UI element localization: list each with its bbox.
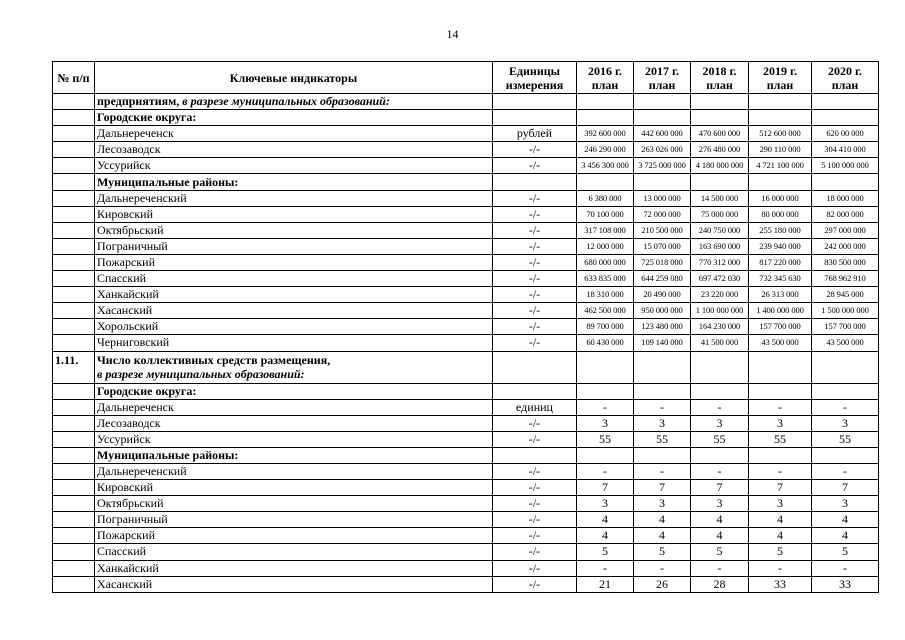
- row-value: -: [634, 560, 691, 576]
- row-unit: -/-: [493, 271, 577, 287]
- row-name: Пограничный: [95, 512, 493, 528]
- row-value: 28: [691, 576, 749, 592]
- row-value: -: [812, 560, 879, 576]
- row-value: 3: [634, 415, 691, 431]
- row-unit: -/-: [493, 238, 577, 254]
- row-value: -: [577, 399, 634, 415]
- table-row: [53, 222, 879, 238]
- row-name: Кировский: [95, 206, 493, 222]
- table-row: [53, 512, 879, 528]
- row-name: Кировский: [95, 480, 493, 496]
- section2-district-heading: [53, 447, 879, 463]
- row-value: 5: [812, 544, 879, 560]
- row-value: 4: [812, 528, 879, 544]
- row-name: Дальнереченск: [95, 126, 493, 142]
- row-value: 109 140 000: [634, 335, 691, 351]
- row-unit: -/-: [493, 528, 577, 544]
- row-name: Спасский: [95, 544, 493, 560]
- row-value: 3: [577, 415, 634, 431]
- header-indicator: Ключевые индикаторы: [95, 62, 493, 94]
- row-value: 697 472 030: [691, 271, 749, 287]
- header-num: № п/п: [53, 62, 95, 94]
- row-value: 4: [812, 512, 879, 528]
- row-name: Дальнереченский: [95, 463, 493, 479]
- row-value: 43 500 000: [812, 335, 879, 351]
- row-value: 3: [812, 496, 879, 512]
- row-unit: -/-: [493, 142, 577, 158]
- row-value: 13 000 000: [634, 190, 691, 206]
- table-row: [53, 399, 879, 415]
- row-value: 82 000 000: [812, 206, 879, 222]
- row-value: 255 180 000: [749, 222, 812, 238]
- row-value: 157 700 000: [749, 319, 812, 335]
- section2-number: 1.11.: [53, 351, 95, 383]
- row-value: 55: [634, 431, 691, 447]
- row-value: 6 380 000: [577, 190, 634, 206]
- row-value: 770 312 000: [691, 254, 749, 270]
- table-row: [53, 528, 879, 544]
- row-value: 12 000 000: [577, 238, 634, 254]
- row-name: Пограничный: [95, 238, 493, 254]
- row-value: 55: [691, 431, 749, 447]
- row-value: 7: [634, 480, 691, 496]
- row-value: 70 100 000: [577, 206, 634, 222]
- row-value: 242 000 000: [812, 238, 879, 254]
- row-value: 163 690 000: [691, 238, 749, 254]
- table-row: [53, 303, 879, 319]
- row-unit: рублей: [493, 126, 577, 142]
- row-name: Дальнереченский: [95, 190, 493, 206]
- row-value: 3 725 000 000: [634, 158, 691, 174]
- table-row: [53, 463, 879, 479]
- section2-title-row: [53, 351, 879, 383]
- row-unit: -/-: [493, 254, 577, 270]
- row-name: Дальнереченск: [95, 399, 493, 415]
- row-value: 442 600 000: [634, 126, 691, 142]
- row-value: 14 500 000: [691, 190, 749, 206]
- row-value: 123 480 000: [634, 319, 691, 335]
- section1-district-heading: [53, 174, 879, 190]
- row-value: 3: [749, 415, 812, 431]
- row-value: 164 230 000: [691, 319, 749, 335]
- row-value: 830 500 000: [812, 254, 879, 270]
- row-name: Лесозаводск: [95, 415, 493, 431]
- row-unit: -/-: [493, 512, 577, 528]
- row-value: 950 000 000: [634, 303, 691, 319]
- row-value: -: [812, 399, 879, 415]
- row-value: 15 070 000: [634, 238, 691, 254]
- row-value: 680 000 000: [577, 254, 634, 270]
- row-unit: -/-: [493, 190, 577, 206]
- row-name: Пожарский: [95, 254, 493, 270]
- row-value: 33: [749, 576, 812, 592]
- row-value: -: [812, 463, 879, 479]
- row-value: -: [634, 463, 691, 479]
- row-unit: -/-: [493, 158, 577, 174]
- row-value: 462 500 000: [577, 303, 634, 319]
- row-value: 1 400 000 000: [749, 303, 812, 319]
- row-value: 21: [577, 576, 634, 592]
- row-value: 41 500 000: [691, 335, 749, 351]
- row-value: 18 000 000: [812, 190, 879, 206]
- row-value: 4: [691, 512, 749, 528]
- table-row: [53, 142, 879, 158]
- header-year-2017: 2017 г. план: [634, 62, 691, 94]
- row-value: 4 180 000 000: [691, 158, 749, 174]
- row-value: 75 000 000: [691, 206, 749, 222]
- table-row: [53, 254, 879, 270]
- row-value: 3: [812, 415, 879, 431]
- row-name: Хасанский: [95, 576, 493, 592]
- row-value: 4: [749, 512, 812, 528]
- row-unit: -/-: [493, 222, 577, 238]
- row-value: 4: [749, 528, 812, 544]
- row-value: 16 000 000: [749, 190, 812, 206]
- section2-title: Число коллективных средств размещения, в разрезе муниципальных образований:: [95, 351, 493, 383]
- row-unit: -/-: [493, 287, 577, 303]
- row-value: 7: [691, 480, 749, 496]
- row-name: Уссурийск: [95, 158, 493, 174]
- row-value: 3: [749, 496, 812, 512]
- row-name: Ханкайский: [95, 560, 493, 576]
- table-row: [53, 206, 879, 222]
- row-value: -: [749, 399, 812, 415]
- row-value: 3 456 300 000: [577, 158, 634, 174]
- row-value: 55: [577, 431, 634, 447]
- group-heading: Городские округа:: [95, 383, 493, 399]
- row-unit: -/-: [493, 496, 577, 512]
- row-value: 7: [749, 480, 812, 496]
- row-unit: -/-: [493, 319, 577, 335]
- row-name: Черниговский: [95, 335, 493, 351]
- group-heading: Муниципальные районы:: [95, 447, 493, 463]
- header-row: [53, 62, 879, 94]
- row-value: 470 600 000: [691, 126, 749, 142]
- row-unit: -/-: [493, 576, 577, 592]
- row-value: 26 313 000: [749, 287, 812, 303]
- row-value: -: [691, 560, 749, 576]
- row-value: 732 345 630: [749, 271, 812, 287]
- row-value: -: [577, 463, 634, 479]
- section1-continuation-row: [53, 94, 879, 110]
- row-value: 512 600 000: [749, 126, 812, 142]
- row-name: Хорольский: [95, 319, 493, 335]
- group-heading: Муниципальные районы:: [95, 174, 493, 190]
- table-row: [53, 158, 879, 174]
- row-unit: -/-: [493, 415, 577, 431]
- row-value: 240 750 000: [691, 222, 749, 238]
- row-value: 55: [812, 431, 879, 447]
- row-value: 7: [812, 480, 879, 496]
- row-name: Ханкайский: [95, 287, 493, 303]
- row-value: 72 000 000: [634, 206, 691, 222]
- row-value: 43 500 000: [749, 335, 812, 351]
- row-value: 55: [749, 431, 812, 447]
- row-value: 1 500 000 000: [812, 303, 879, 319]
- header-year-2019: 2019 г. план: [749, 62, 812, 94]
- row-value: 725 018 000: [634, 254, 691, 270]
- row-value: 26: [634, 576, 691, 592]
- row-unit: -/-: [493, 463, 577, 479]
- row-value: -: [577, 560, 634, 576]
- section2-urban-heading: [53, 383, 879, 399]
- row-value: 4: [634, 528, 691, 544]
- row-unit: -/-: [493, 480, 577, 496]
- row-value: 7: [577, 480, 634, 496]
- row-value: 239 940 000: [749, 238, 812, 254]
- row-value: 3: [577, 496, 634, 512]
- row-value: 5 100 000 000: [812, 158, 879, 174]
- row-unit: -/-: [493, 335, 577, 351]
- row-value: 633 835 000: [577, 271, 634, 287]
- header-year-2018: 2018 г. план: [691, 62, 749, 94]
- row-value: 4: [577, 528, 634, 544]
- row-name: Уссурийск: [95, 431, 493, 447]
- row-value: 290 110 000: [749, 142, 812, 158]
- row-unit: -/-: [493, 303, 577, 319]
- table-row: [53, 431, 879, 447]
- row-value: 3: [634, 496, 691, 512]
- row-value: 3: [691, 496, 749, 512]
- table-row: [53, 238, 879, 254]
- row-unit: -/-: [493, 431, 577, 447]
- group-heading: Городские округа:: [95, 110, 493, 126]
- row-value: 768 962 910: [812, 271, 879, 287]
- row-value: 392 600 000: [577, 126, 634, 142]
- page-number: 14: [446, 27, 459, 41]
- row-name: Лесозаводск: [95, 142, 493, 158]
- table-row: [53, 287, 879, 303]
- row-name: Октябрьский: [95, 496, 493, 512]
- section1-urban-heading: [53, 110, 879, 126]
- row-value: 5: [634, 544, 691, 560]
- row-name: Спасский: [95, 271, 493, 287]
- row-name: Пожарский: [95, 528, 493, 544]
- row-unit: -/-: [493, 560, 577, 576]
- table-row: [53, 560, 879, 576]
- header-year-2020: 2020 г. план: [812, 62, 879, 94]
- table-row: [53, 190, 879, 206]
- row-value: 89 700 000: [577, 319, 634, 335]
- row-value: 297 000 000: [812, 222, 879, 238]
- row-value: 3: [691, 415, 749, 431]
- row-value: 263 026 000: [634, 142, 691, 158]
- table-row: [53, 480, 879, 496]
- section1-continuation: предприятиям, в разрезе муниципальных образований:: [95, 94, 493, 110]
- table-row: [53, 271, 879, 287]
- row-value: 1 100 000 000: [691, 303, 749, 319]
- row-unit: -/-: [493, 206, 577, 222]
- row-value: -: [749, 560, 812, 576]
- row-value: 304 410 000: [812, 142, 879, 158]
- row-value: -: [691, 399, 749, 415]
- indicators-table: [52, 61, 879, 593]
- row-value: 28 945 000: [812, 287, 879, 303]
- row-value: 4: [577, 512, 634, 528]
- row-unit: единиц: [493, 399, 577, 415]
- table-row: [53, 544, 879, 560]
- row-value: 23 220 000: [691, 287, 749, 303]
- table-row: [53, 576, 879, 592]
- row-value: 18 310 000: [577, 287, 634, 303]
- row-value: 5: [749, 544, 812, 560]
- table-row: [53, 415, 879, 431]
- row-value: 210 500 000: [634, 222, 691, 238]
- row-value: 5: [691, 544, 749, 560]
- row-value: 5: [577, 544, 634, 560]
- header-unit: Единицы измерения: [493, 62, 577, 94]
- row-name: Октябрьский: [95, 222, 493, 238]
- table-row: [53, 335, 879, 351]
- row-value: 60 430 000: [577, 335, 634, 351]
- row-value: 157 700 000: [812, 319, 879, 335]
- row-value: 644 259 080: [634, 271, 691, 287]
- table-row: [53, 126, 879, 142]
- row-value: -: [749, 463, 812, 479]
- row-value: 317 108 000: [577, 222, 634, 238]
- row-value: 4 721 100 000: [749, 158, 812, 174]
- table-row: [53, 496, 879, 512]
- row-name: Хасанский: [95, 303, 493, 319]
- header-year-2016: 2016 г. план: [577, 62, 634, 94]
- row-value: 4: [634, 512, 691, 528]
- row-value: -: [691, 463, 749, 479]
- row-value: 276 480 000: [691, 142, 749, 158]
- row-unit: -/-: [493, 544, 577, 560]
- row-value: -: [634, 399, 691, 415]
- row-value: 80 000 000: [749, 206, 812, 222]
- row-value: 817 220 000: [749, 254, 812, 270]
- row-value: 246 290 000: [577, 142, 634, 158]
- table-row: [53, 319, 879, 335]
- row-value: 4: [691, 528, 749, 544]
- row-value: 33: [812, 576, 879, 592]
- row-value: 20 490 000: [634, 287, 691, 303]
- row-value: 620 00 000: [812, 126, 879, 142]
